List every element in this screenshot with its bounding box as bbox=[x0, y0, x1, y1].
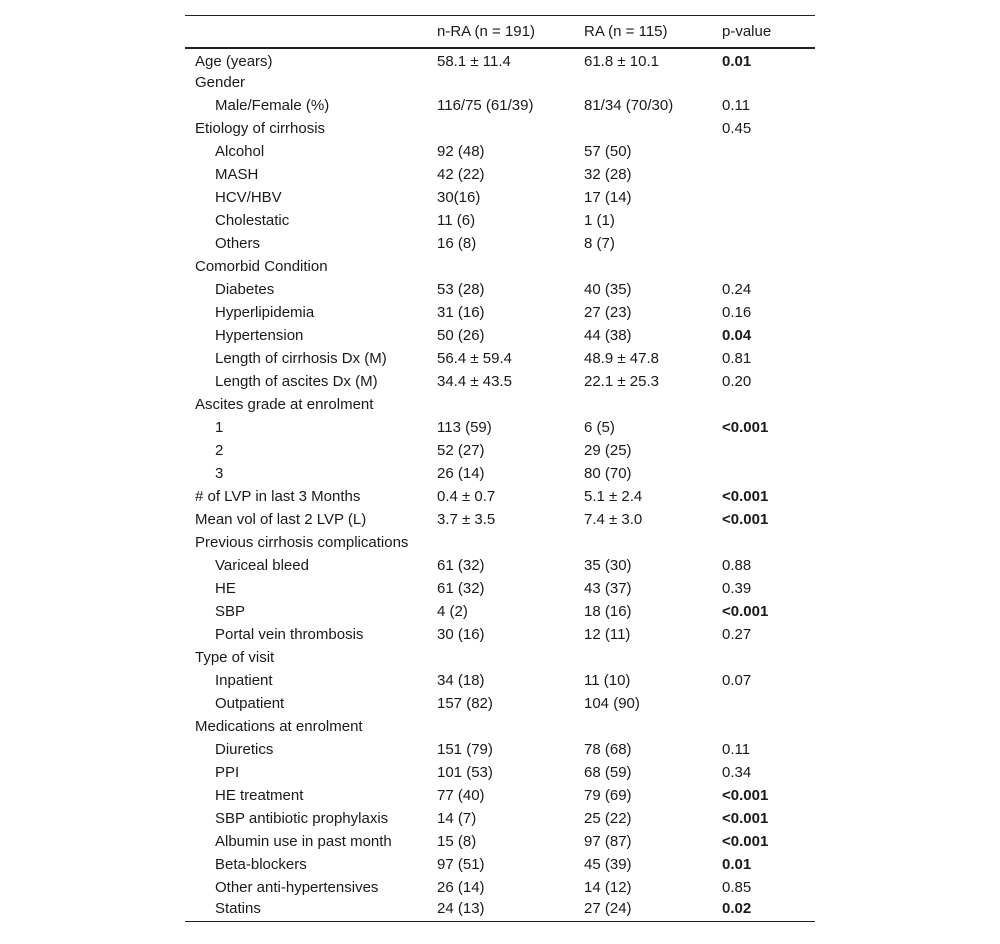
cell-n-ra: 58.1 ± 11.4 bbox=[437, 52, 511, 70]
cell-p-value bbox=[722, 71, 815, 94]
cell-n-ra: 97 (51) bbox=[437, 855, 485, 873]
row-label: Gender bbox=[195, 73, 246, 91]
cell-n-ra bbox=[437, 255, 584, 278]
table-row bbox=[185, 600, 815, 623]
cell-p-value bbox=[722, 715, 815, 738]
cell-ra: 48.9 ± 47.8 bbox=[584, 349, 659, 367]
row-label: Statins bbox=[215, 899, 261, 917]
cell-ra: 61.8 ± 10.1 bbox=[584, 52, 659, 70]
table-row bbox=[185, 761, 815, 784]
cell-p-value: 0.81 bbox=[722, 349, 752, 367]
cell-n-ra: 26 (14) bbox=[437, 464, 485, 482]
cell-ra: 43 (37) bbox=[584, 579, 632, 597]
cell-p-value bbox=[722, 646, 815, 669]
row-label: Length of ascites Dx (M) bbox=[215, 372, 378, 390]
row-label: Variceal bleed bbox=[215, 556, 309, 574]
cell-ra: 7.4 ± 3.0 bbox=[584, 510, 643, 528]
cell-ra: 57 (50) bbox=[584, 142, 632, 160]
cell-p-value: 0.24 bbox=[722, 280, 752, 298]
row-label: Length of cirrhosis Dx (M) bbox=[215, 349, 387, 367]
cell-ra: 78 (68) bbox=[584, 740, 632, 758]
cell-ra: 11 (10) bbox=[584, 671, 631, 689]
cell-ra bbox=[584, 646, 722, 669]
cell-p-value: 0.07 bbox=[722, 671, 752, 689]
cell-p-value: 0.01 bbox=[722, 855, 752, 873]
cell-n-ra: 34 (18) bbox=[437, 671, 485, 689]
table-row bbox=[185, 278, 815, 301]
cell-n-ra bbox=[437, 393, 584, 416]
cell-p-value: 0.39 bbox=[722, 579, 752, 597]
table-row bbox=[185, 692, 815, 715]
cell-n-ra: 61 (32) bbox=[437, 579, 485, 597]
cell-ra: 27 (24) bbox=[584, 899, 632, 917]
cell-n-ra: 14 (7) bbox=[437, 809, 477, 827]
table-row bbox=[185, 715, 815, 738]
cell-n-ra: 92 (48) bbox=[437, 142, 485, 160]
cell-ra: 17 (14) bbox=[584, 188, 632, 206]
table-row bbox=[185, 462, 815, 485]
table-body bbox=[185, 48, 815, 922]
cell-ra: 6 (5) bbox=[584, 418, 615, 436]
cell-n-ra bbox=[437, 646, 584, 669]
row-label: Alcohol bbox=[215, 142, 265, 160]
row-label: Outpatient bbox=[215, 694, 285, 712]
cell-ra: 45 (39) bbox=[584, 855, 632, 873]
row-label: Hypertension bbox=[215, 326, 304, 344]
cell-n-ra: 4 (2) bbox=[437, 602, 468, 620]
cell-p-value: <0.001 bbox=[722, 809, 769, 827]
cell-ra: 32 (28) bbox=[584, 165, 632, 183]
cell-n-ra: 34.4 ± 43.5 bbox=[437, 372, 512, 390]
table-row bbox=[185, 48, 815, 71]
cell-p-value: <0.001 bbox=[722, 418, 769, 436]
table-row bbox=[185, 531, 815, 554]
cell-ra: 22.1 ± 25.3 bbox=[584, 372, 659, 390]
cell-n-ra bbox=[437, 71, 584, 94]
table-row bbox=[185, 508, 815, 531]
cell-p-value bbox=[722, 462, 815, 485]
cell-p-value: 0.02 bbox=[722, 899, 752, 917]
cell-n-ra: 116/75 (61/39) bbox=[437, 96, 534, 114]
row-label: 3 bbox=[215, 464, 224, 482]
table-row bbox=[185, 554, 815, 577]
header-p-value: p-value bbox=[722, 22, 772, 40]
cell-p-value: 0.45 bbox=[722, 119, 752, 137]
cell-p-value bbox=[722, 692, 815, 715]
cell-n-ra: 157 (82) bbox=[437, 694, 493, 712]
row-label: Beta-blockers bbox=[215, 855, 307, 873]
table-row bbox=[185, 301, 815, 324]
cell-p-value: <0.001 bbox=[722, 602, 769, 620]
table-row bbox=[185, 646, 815, 669]
cell-ra bbox=[584, 71, 722, 94]
baseline-characteristics-table bbox=[185, 15, 815, 922]
cell-ra: 14 (12) bbox=[584, 878, 632, 896]
row-label: Inpatient bbox=[215, 671, 273, 689]
table-row bbox=[185, 807, 815, 830]
cell-n-ra: 11 (6) bbox=[437, 211, 476, 229]
row-label: PPI bbox=[215, 763, 240, 781]
row-label: Male/Female (%) bbox=[215, 96, 330, 114]
table-header bbox=[185, 16, 815, 48]
row-label: Diabetes bbox=[215, 280, 275, 298]
row-label: HCV/HBV bbox=[215, 188, 282, 206]
cell-p-value: 0.04 bbox=[722, 326, 752, 344]
cell-n-ra: 113 (59) bbox=[437, 418, 492, 436]
cell-n-ra: 53 (28) bbox=[437, 280, 485, 298]
row-label: Etiology of cirrhosis bbox=[195, 119, 326, 137]
table-row bbox=[185, 163, 815, 186]
row-label: Mean vol of last 2 LVP (L) bbox=[195, 510, 367, 528]
table-row bbox=[185, 669, 815, 692]
cell-p-value: 0.11 bbox=[722, 740, 751, 758]
cell-p-value: <0.001 bbox=[722, 786, 769, 804]
row-label: Others bbox=[215, 234, 261, 252]
cell-n-ra: 50 (26) bbox=[437, 326, 485, 344]
cell-p-value: 0.88 bbox=[722, 556, 752, 574]
cell-p-value bbox=[722, 163, 815, 186]
cell-p-value: 0.01 bbox=[722, 52, 752, 70]
cell-p-value bbox=[722, 531, 815, 554]
cell-n-ra: 61 (32) bbox=[437, 556, 485, 574]
table-row bbox=[185, 577, 815, 600]
cell-n-ra: 30 (16) bbox=[437, 625, 485, 643]
table-row bbox=[185, 899, 815, 922]
cell-ra: 81/34 (70/30) bbox=[584, 96, 674, 114]
cell-p-value: <0.001 bbox=[722, 510, 769, 528]
cell-p-value bbox=[722, 393, 815, 416]
cell-n-ra: 31 (16) bbox=[437, 303, 485, 321]
cell-ra: 104 (90) bbox=[584, 694, 640, 712]
cell-p-value: 0.20 bbox=[722, 372, 752, 390]
row-label: Diuretics bbox=[215, 740, 274, 758]
cell-ra: 80 (70) bbox=[584, 464, 632, 482]
cell-n-ra bbox=[437, 531, 584, 554]
cell-ra bbox=[584, 531, 722, 554]
row-label: Albumin use in past month bbox=[215, 832, 392, 850]
cell-n-ra: 16 (8) bbox=[437, 234, 477, 252]
cell-n-ra: 52 (27) bbox=[437, 441, 485, 459]
table-row bbox=[185, 140, 815, 163]
row-label: HE bbox=[215, 579, 236, 597]
cell-ra: 97 (87) bbox=[584, 832, 632, 850]
row-label: Other anti-hypertensives bbox=[215, 878, 379, 896]
cell-ra bbox=[584, 117, 722, 140]
cell-n-ra: 42 (22) bbox=[437, 165, 485, 183]
row-label: Ascites grade at enrolment bbox=[195, 395, 374, 413]
row-label: Type of visit bbox=[195, 648, 275, 666]
cell-p-value bbox=[722, 439, 815, 462]
cell-ra: 35 (30) bbox=[584, 556, 632, 574]
cell-n-ra: 151 (79) bbox=[437, 740, 493, 758]
row-label: Age (years) bbox=[195, 52, 273, 70]
cell-n-ra: 0.4 ± 0.7 bbox=[437, 487, 496, 505]
table-row bbox=[185, 393, 815, 416]
table-row bbox=[185, 117, 815, 140]
row-label: # of LVP in last 3 Months bbox=[195, 487, 361, 505]
cell-n-ra bbox=[437, 715, 584, 738]
cell-ra: 5.1 ± 2.4 bbox=[584, 487, 643, 505]
cell-n-ra: 77 (40) bbox=[437, 786, 485, 804]
header-ra: RA (n = 115) bbox=[584, 22, 668, 40]
table-row bbox=[185, 853, 815, 876]
row-label: SBP antibiotic prophylaxis bbox=[215, 809, 389, 827]
cell-ra: 18 (16) bbox=[584, 602, 632, 620]
cell-n-ra: 15 (8) bbox=[437, 832, 477, 850]
cell-p-value bbox=[722, 232, 815, 255]
cell-ra bbox=[584, 255, 722, 278]
row-label: SBP bbox=[215, 602, 246, 620]
cell-p-value bbox=[722, 209, 815, 232]
cell-n-ra: 24 (13) bbox=[437, 899, 485, 917]
cell-p-value: 0.11 bbox=[722, 96, 751, 114]
table-row bbox=[185, 94, 815, 117]
cell-ra: 1 (1) bbox=[584, 211, 615, 229]
table-row bbox=[185, 209, 815, 232]
row-label: Portal vein thrombosis bbox=[215, 625, 364, 643]
table-row bbox=[185, 71, 815, 94]
cell-p-value bbox=[722, 186, 815, 209]
table-row bbox=[185, 324, 815, 347]
row-label: 1 bbox=[215, 418, 224, 436]
cell-ra: 79 (69) bbox=[584, 786, 632, 804]
table-row bbox=[185, 232, 815, 255]
header-variable bbox=[185, 16, 437, 48]
table-row bbox=[185, 255, 815, 278]
cell-p-value: 0.27 bbox=[722, 625, 752, 643]
row-label: HE treatment bbox=[215, 786, 304, 804]
cell-ra bbox=[584, 393, 722, 416]
table-row bbox=[185, 830, 815, 853]
cell-n-ra: 30(16) bbox=[437, 188, 481, 206]
table-row bbox=[185, 416, 815, 439]
header-row bbox=[185, 16, 815, 48]
table-row bbox=[185, 876, 815, 899]
cell-ra: 44 (38) bbox=[584, 326, 632, 344]
table-row bbox=[185, 623, 815, 646]
cell-n-ra: 26 (14) bbox=[437, 878, 485, 896]
cell-p-value: <0.001 bbox=[722, 487, 769, 505]
cell-ra: 40 (35) bbox=[584, 280, 632, 298]
cell-p-value: 0.85 bbox=[722, 878, 752, 896]
table-row bbox=[185, 485, 815, 508]
table-row bbox=[185, 738, 815, 761]
row-label: MASH bbox=[215, 165, 259, 183]
cell-n-ra: 3.7 ± 3.5 bbox=[437, 510, 496, 528]
cell-p-value: <0.001 bbox=[722, 832, 769, 850]
row-label: Medications at enrolment bbox=[195, 717, 363, 735]
table-row bbox=[185, 370, 815, 393]
row-label: Previous cirrhosis complications bbox=[195, 533, 409, 551]
cell-ra: 68 (59) bbox=[584, 763, 632, 781]
cell-ra: 8 (7) bbox=[584, 234, 615, 252]
row-label: Hyperlipidemia bbox=[215, 303, 315, 321]
cell-ra: 27 (23) bbox=[584, 303, 632, 321]
table-row bbox=[185, 784, 815, 807]
cell-ra: 25 (22) bbox=[584, 809, 632, 827]
cell-p-value: 0.16 bbox=[722, 303, 752, 321]
cell-p-value bbox=[722, 255, 815, 278]
cell-n-ra: 56.4 ± 59.4 bbox=[437, 349, 512, 367]
cell-p-value bbox=[722, 140, 815, 163]
cell-n-ra: 101 (53) bbox=[437, 763, 493, 781]
table-row bbox=[185, 439, 815, 462]
table-row bbox=[185, 186, 815, 209]
header-n-ra: n-RA (n = 191) bbox=[437, 22, 535, 40]
row-label: 2 bbox=[215, 441, 224, 459]
cell-ra: 12 (11) bbox=[584, 625, 631, 643]
cell-p-value: 0.34 bbox=[722, 763, 752, 781]
table-row bbox=[185, 347, 815, 370]
cell-ra: 29 (25) bbox=[584, 441, 632, 459]
row-label: Comorbid Condition bbox=[195, 257, 328, 275]
row-label: Cholestatic bbox=[215, 211, 290, 229]
cell-ra bbox=[584, 715, 722, 738]
cell-n-ra bbox=[437, 117, 584, 140]
